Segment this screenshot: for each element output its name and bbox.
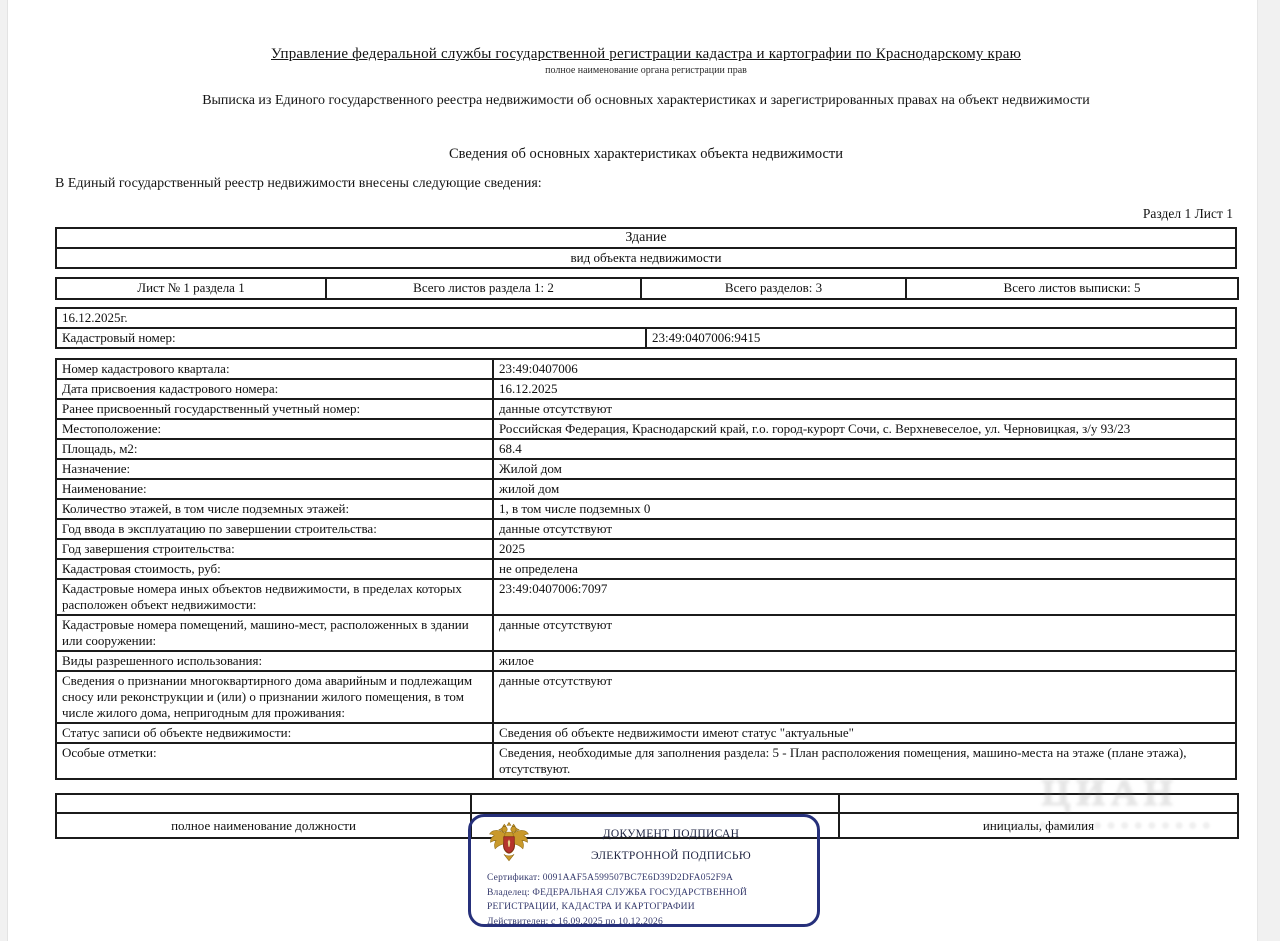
row-label: Количество этажей, в том числе подземных этажей:	[56, 499, 493, 519]
org-subtitle: полное наименование органа регистрации прав	[545, 65, 747, 76]
cadastral-number-value: 23:49:0407006:9415	[646, 328, 1236, 348]
row-label: Наименование:	[56, 479, 493, 499]
row-label: Назначение:	[56, 459, 493, 479]
object-type-caption: вид объекта недвижимости	[56, 248, 1236, 268]
sheet-info-cell: Всего листов раздела 1: 2	[326, 278, 641, 299]
main-characteristics-table	[55, 358, 1237, 780]
table-row	[56, 419, 1236, 439]
table-row	[56, 379, 1236, 399]
sheet-info-cell: Всего листов выписки: 5	[906, 278, 1238, 299]
table-row	[56, 723, 1236, 743]
sheet-info-cell: Лист № 1 раздела 1	[56, 278, 326, 299]
table-row	[56, 671, 1236, 723]
row-value: 23:49:0407006:7097	[493, 579, 1236, 615]
row-value: 1, в том числе подземных 0	[493, 499, 1236, 519]
watermark-underline	[985, 822, 1210, 829]
table-row	[56, 459, 1236, 479]
date-cadastral-table	[55, 307, 1237, 349]
row-label: Ранее присвоенный государственный учетный номер:	[56, 399, 493, 419]
row-label: Площадь, м2:	[56, 439, 493, 459]
row-label: Местоположение:	[56, 419, 493, 439]
table-row	[56, 559, 1236, 579]
page-right-margin	[1257, 0, 1280, 941]
row-value: 68.4	[493, 439, 1236, 459]
row-label: Виды разрешенного использования:	[56, 651, 493, 671]
signature-empty-cell	[471, 794, 839, 813]
row-value: жилой дом	[493, 479, 1236, 499]
row-label: Кадастровая стоимость, руб:	[56, 559, 493, 579]
sheet-info-cell: Всего разделов: 3	[641, 278, 906, 299]
row-label: Кадастровые номера помещений, машино-мест, расположенных в здании или сооружении:	[56, 615, 493, 651]
table-row	[56, 519, 1236, 539]
table-row	[56, 499, 1236, 519]
certificate-validity: Действителен: с 16.09.2025 по 10.12.2026	[487, 916, 663, 927]
certificate-owner-line1: Владелец: ФЕДЕРАЛЬНАЯ СЛУЖБА ГОСУДАРСТВЕННОЙ	[487, 887, 748, 898]
row-label: Статус записи об объекте недвижимости:	[56, 723, 493, 743]
certificate-details	[487, 871, 809, 929]
section-title: Сведения об основных характеристиках объекта недвижимости	[448, 146, 844, 162]
signature-empty-cell	[56, 794, 471, 813]
sheet-info-table	[55, 277, 1239, 300]
intro-line: В Единый государственный реестр недвижимости внесены следующие сведения:	[55, 176, 542, 191]
table-row	[56, 651, 1236, 671]
certificate-owner-line2: РЕГИСТРАЦИИ, КАДАСТРА И КАРТОГРАФИИ	[487, 902, 695, 912]
row-value: данные отсутствуют	[493, 399, 1236, 419]
table-row	[56, 278, 1238, 299]
table-row	[56, 228, 1236, 248]
row-label: Особые отметки:	[56, 743, 493, 779]
row-value: Российская Федерация, Краснодарский край, г.о. город-курорт Сочи, с. Верхневеселое, ул. Черновицкая, з/у 93/23	[493, 419, 1236, 439]
row-label: Сведения о признании многоквартирного дома аварийным и подлежащим сносу или реконструкции и (или) о признании жилого помещения, в том числе жилого дома, непригодным для проживания:	[56, 671, 493, 723]
row-value: Жилой дом	[493, 459, 1236, 479]
table-row	[56, 479, 1236, 499]
row-label: Год завершения строительства:	[56, 539, 493, 559]
watermark: ЦИАН	[1041, 773, 1179, 814]
stamp-title-line1: ДОКУМЕНТ ПОДПИСАН	[602, 828, 740, 840]
row-value: жилое	[493, 651, 1236, 671]
object-type-value: Здание	[56, 228, 1236, 248]
row-value: данные отсутствуют	[493, 671, 1236, 723]
table-row	[56, 615, 1236, 651]
org-title: Управление федеральной службы государственной регистрации кадастра и картографии по Краснодарскому краю	[271, 46, 1021, 62]
row-label: Номер кадастрового квартала:	[56, 359, 493, 379]
row-value: данные отсутствуют	[493, 615, 1236, 651]
table-row	[56, 579, 1236, 615]
row-value: Сведения, необходимые для заполнения раздела: 5 - План расположения помещения, машино-места на этаже (плане этажа), отсутствуют.	[493, 743, 1236, 779]
table-row	[56, 439, 1236, 459]
row-value: 23:49:0407006	[493, 359, 1236, 379]
row-value: Сведения об объекте недвижимости имеют статус "актуальные"	[493, 723, 1236, 743]
table-row	[56, 399, 1236, 419]
coat-of-arms-eagle-icon	[486, 821, 532, 871]
section-sheet-label: Раздел 1 Лист 1	[1142, 206, 1233, 221]
page-left-margin	[0, 0, 8, 941]
table-row	[56, 308, 1236, 328]
certificate-number: Сертификат: 0091AAF5A599507BC7E6D39D2DFA052F9A	[487, 873, 734, 883]
table-row	[56, 539, 1236, 559]
name-caption: инициалы, фамилия	[839, 813, 1238, 838]
row-label: Год ввода в эксплуатацию по завершении строительства:	[56, 519, 493, 539]
row-value: данные отсутствуют	[493, 519, 1236, 539]
row-label: Кадастровые номера иных объектов недвижимости, в пределах которых расположен объект недвижимости:	[56, 579, 493, 615]
row-value: 2025	[493, 539, 1236, 559]
stamp-title-line2: ЭЛЕКТРОННОЙ ПОДПИСЬЮ	[591, 850, 751, 862]
row-value: не определена	[493, 559, 1236, 579]
object-type-table	[55, 227, 1237, 269]
cadastral-number-label: Кадастровый номер:	[56, 328, 646, 348]
extract-date: 16.12.2025г.	[56, 308, 1236, 328]
table-row	[56, 328, 1236, 348]
row-label: Дата присвоения кадастрового номера:	[56, 379, 493, 399]
digital-signature-stamp	[468, 814, 820, 927]
document-title: Выписка из Единого государственного реестра недвижимости об основных характеристиках и зарегистрированных правах на объект недвижимости	[202, 93, 1090, 108]
row-value: 16.12.2025	[493, 379, 1236, 399]
table-row	[56, 359, 1236, 379]
position-caption: полное наименование должности	[56, 813, 471, 838]
table-row	[56, 248, 1236, 268]
